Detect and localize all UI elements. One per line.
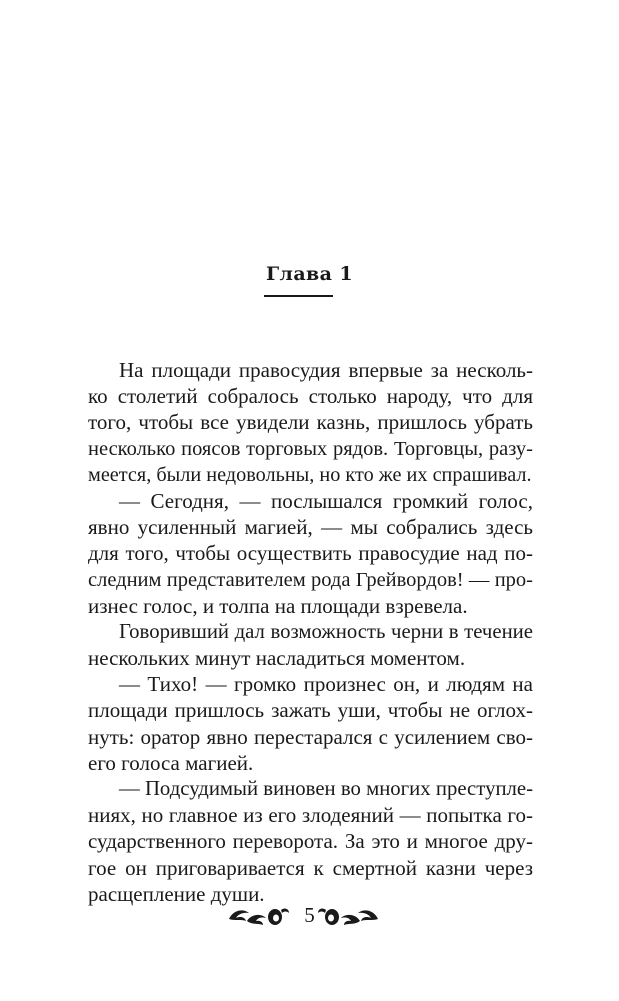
text-line: ко столетий собралось столько народу, что для xyxy=(88,384,533,409)
text-line: — Сегодня, — послышался громкий голос, xyxy=(119,488,533,513)
text-line: следним представителем рода Грейвордов! — про- xyxy=(88,568,533,591)
text-line: На площади правосудия впервые за несколь- xyxy=(119,358,533,382)
text-line: расщепление души. xyxy=(88,881,265,906)
text-line: гое он приговаривается к смертной казни через xyxy=(88,855,533,880)
text-line: Говоривший дал возможность черни в течение xyxy=(119,620,533,643)
text-line: изнес голос, и толпа на площади взревела. xyxy=(88,593,468,618)
text-line: нуть: оратор явно перестарался с усилением сво- xyxy=(88,724,533,749)
chapter-title-underline xyxy=(264,295,333,297)
text-line: того, чтобы все увидели казнь, пришлось убрать xyxy=(88,410,533,435)
text-line: площади пришлось зажать уши, чтобы не оглох- xyxy=(88,698,533,723)
chapter-title: Глава 1 xyxy=(266,263,353,285)
text-line: — Подсудимый виновен во многих преступле- xyxy=(119,778,534,800)
right-scroll-ornament-icon xyxy=(316,904,380,930)
text-line: его голоса магией. xyxy=(88,750,254,775)
text-line: явно усиленный магией, — мы собрались здесь xyxy=(88,515,533,540)
text-line: — Тихо! — громко произнес он, и людям на xyxy=(119,672,533,697)
text-line: для того, чтобы осуществить правосудие над по- xyxy=(88,541,533,566)
page-footer xyxy=(0,896,619,940)
text-line: несколько поясов торговых рядов. Торговцы, разу- xyxy=(88,437,533,460)
text-line: меется, были недовольны, но кто же их спрашивал. xyxy=(88,463,532,486)
text-line: ниях, но главное из его злодеяний — попытка го- xyxy=(88,803,533,828)
text-line: сударственного переворота. За это и многое дру- xyxy=(88,829,533,854)
body-text xyxy=(88,357,533,907)
page-number: 5 xyxy=(304,903,315,927)
text-line: нескольких минут насладиться моментом. xyxy=(88,646,466,671)
